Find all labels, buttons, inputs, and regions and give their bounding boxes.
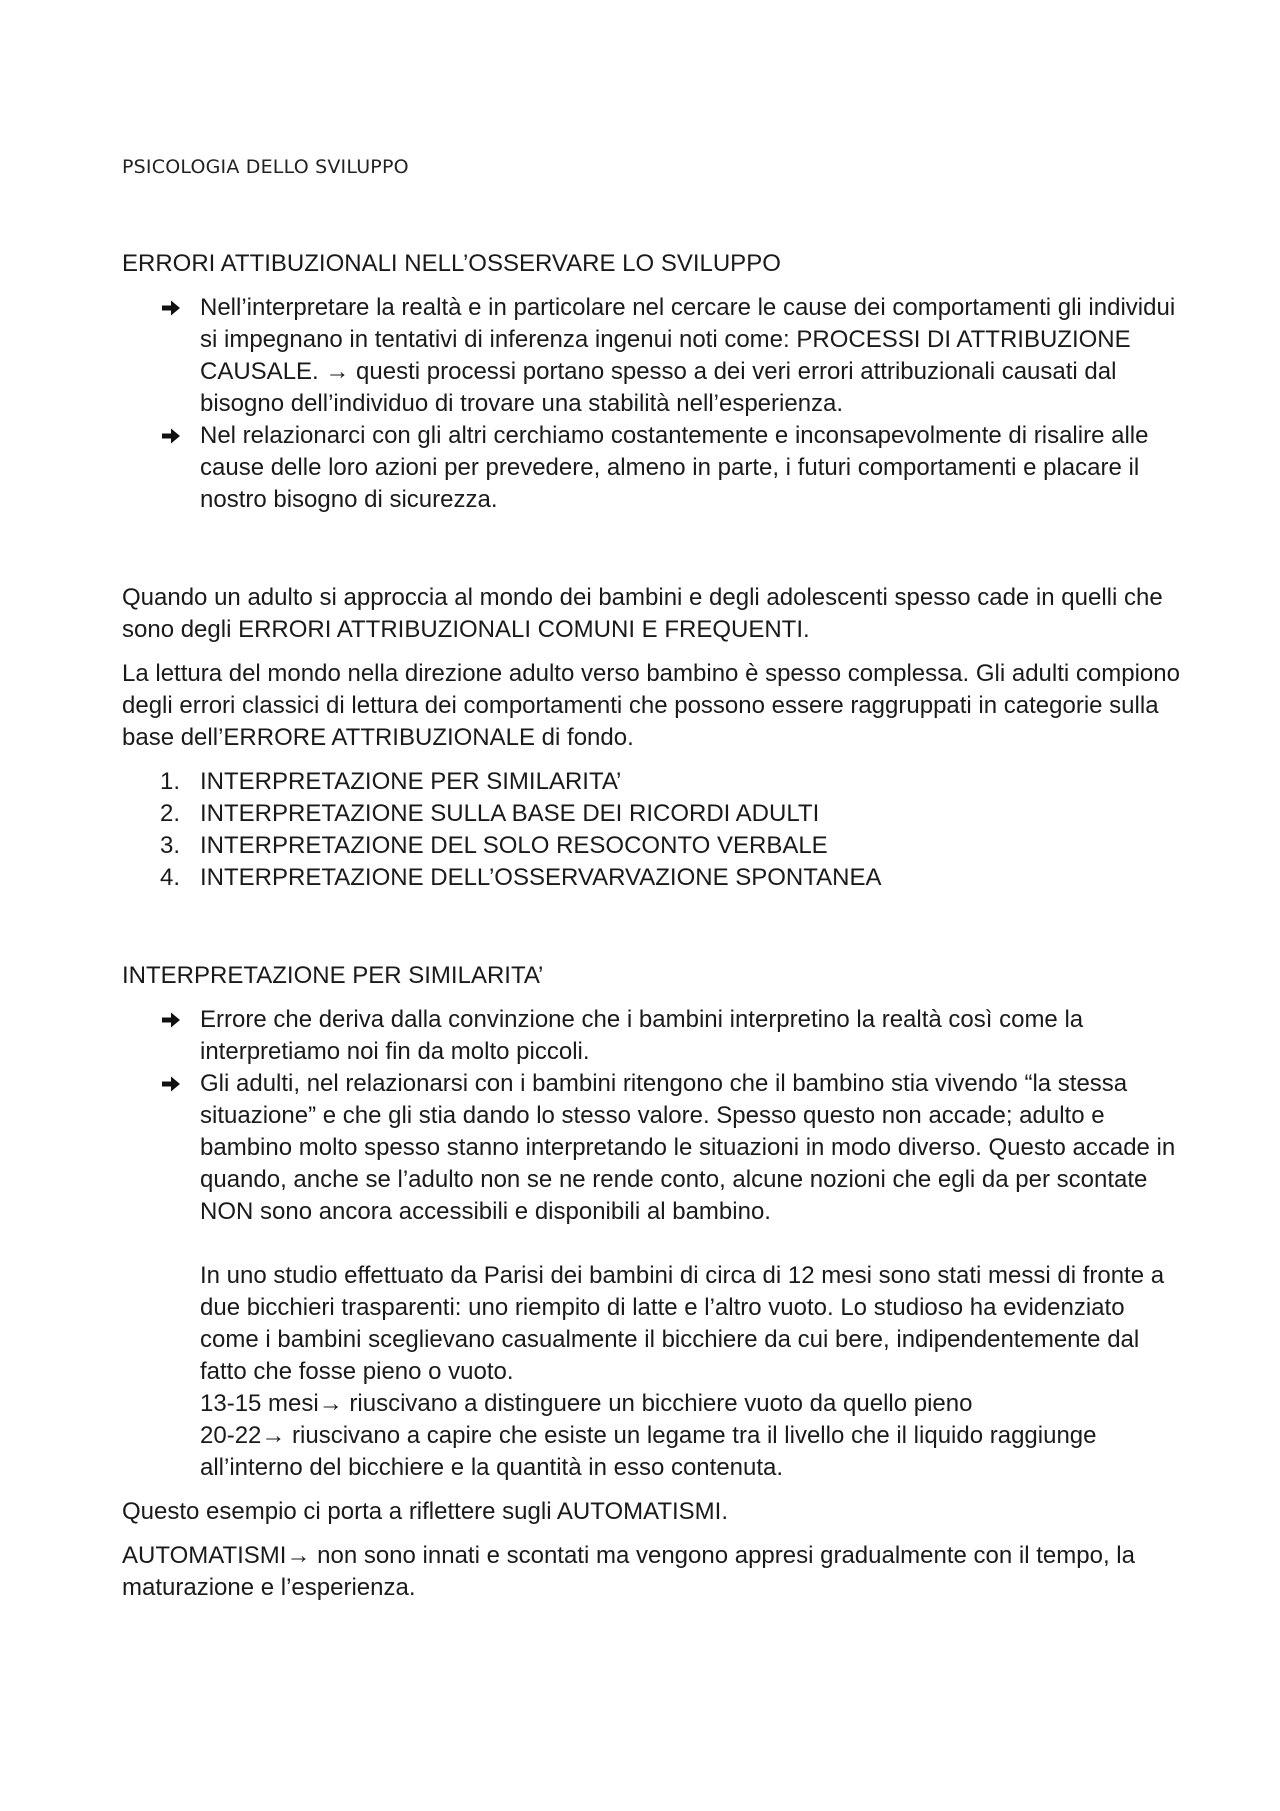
bullet-list-similarita [122,1004,1182,1228]
bullet-list-errori [122,292,1182,516]
section-heading-errori: ERRORI ATTIBUZIONALI NELL’OSSERVARE LO SVILUPPO [122,250,781,277]
study-paragraph: In uno studio effettuato da Parisi dei bambini di circa di 12 mesi sono stati messi di fronte a due bicchieri trasparenti: uno riempito di latte e l’altro vuoto. Lo studioso ha evidenziato come i bambini sceglievano casualmente il bicchiere da cui bere, indipendentemente dal fatto che fosse pieno o vuoto. [200,1262,1165,1385]
bullet-text: Gli adulti, nel relazionarsi con i bambini ritengono che il bambino stia vivendo “la stessa situazione” e che gli stia dando lo stesso valore. Spesso questo non accade; adulto e bambino molto spesso stanno interpretando le situazioni in modo diverso. Questo accade in quando, anche se l’adulto non se ne rende conto, alcune nozioni che egli da per scontate NON sono ancora accessibili e disponibili al bambino. [200,1070,1176,1225]
paragraph-adulto: Quando un adulto si approccia al mondo dei bambini e degli adolescenti spesso cade in quelli che sono degli ERRORI ATTRIBUZIONALI COMUNI E FREQUENTI. [122,584,1163,643]
list-item [122,292,1182,420]
list-number: 3. [160,832,181,859]
bullet-text: Errore che deriva dalla convinzione che i bambini interpretino la realtà così come la interpretiamo noi fin da molto piccoli. [200,1006,1084,1065]
list-number: 1. [160,768,181,795]
bullet-text: Nell’interpretare la realtà e in particolare nel cercare le cause dei comportamenti gli individui si impegnano in tentativi di inferenza ingenui noti come: PROCESSI DI ATTRIBUZIONE CAUSALE. → questi processi portano spesso a dei veri errori attribuzionali causati dal bisogno dell’individuo di trovare una stabilità nell’esperienza. [200,294,1176,417]
numbered-list-interpretazioni [122,766,1182,894]
list-item [122,420,1182,516]
list-number: 4. [160,864,181,891]
list-number: 2. [160,800,181,827]
paragraph-esempio: Questo esempio ci porta a riflettere sugli AUTOMATISMI. [122,1498,728,1525]
arrow-right-icon [160,1075,182,1093]
list-item [122,798,1182,830]
arrow-right-icon [160,427,182,445]
document-body [122,248,1182,1616]
bullet-text: Nel relazionarci con gli altri cerchiamo costantemente e inconsapevolmente di risalire alle cause delle loro azioni per prevedere, almeno in parte, i futuri comportamenti e placare il nostro bisogno di sicurezza. [200,422,1149,513]
paragraph-lettura: La lettura del mondo nella direzione adulto verso bambino è spesso complessa. Gli adulti compiono degli errori classici di lettura dei comportamenti che possono essere raggruppati in categorie sulla base dell’ERRORE ATTRIBUZIONALE di fondo. [122,660,1180,751]
list-item [122,862,1182,894]
list-text: INTERPRETAZIONE PER SIMILARITA’ [200,768,622,795]
study-block [122,1228,1182,1484]
arrow-right-icon [160,1011,182,1029]
paragraph-automatismi: AUTOMATISMI→ non sono innati e scontati ma vengono appresi gradualmente con il tempo, la maturazione e l’esperienza. [122,1542,1135,1601]
spacer [122,894,1182,960]
list-text: INTERPRETAZIONE SULLA BASE DEI RICORDI ADULTI [200,800,820,827]
list-item [122,766,1182,798]
list-item [122,1004,1182,1068]
age-note-13-15: 13-15 mesi→ riuscivano a distinguere un bicchiere vuoto da quello pieno [200,1390,973,1417]
spacer [122,1484,1182,1496]
list-item [122,1068,1182,1228]
list-text: INTERPRETAZIONE DELL’OSSERVARVAZIONE SPONTANEA [200,864,882,891]
arrow-right-icon [160,299,182,317]
section-heading-similarita: INTERPRETAZIONE PER SIMILARITA’ [122,962,544,989]
age-note-20-22: 20-22→ riuscivano a capire che esiste un legame tra il livello che il liquido raggiunge all’interno del bicchiere e la quantità in esso contenuta. [200,1422,1097,1481]
page-header: PSICOLOGIA DELLO SVILUPPO [122,156,409,178]
list-text: INTERPRETAZIONE DEL SOLO RESOCONTO VERBALE [200,832,828,859]
spacer [122,516,1182,582]
spacer [200,1228,1182,1260]
list-item [122,830,1182,862]
